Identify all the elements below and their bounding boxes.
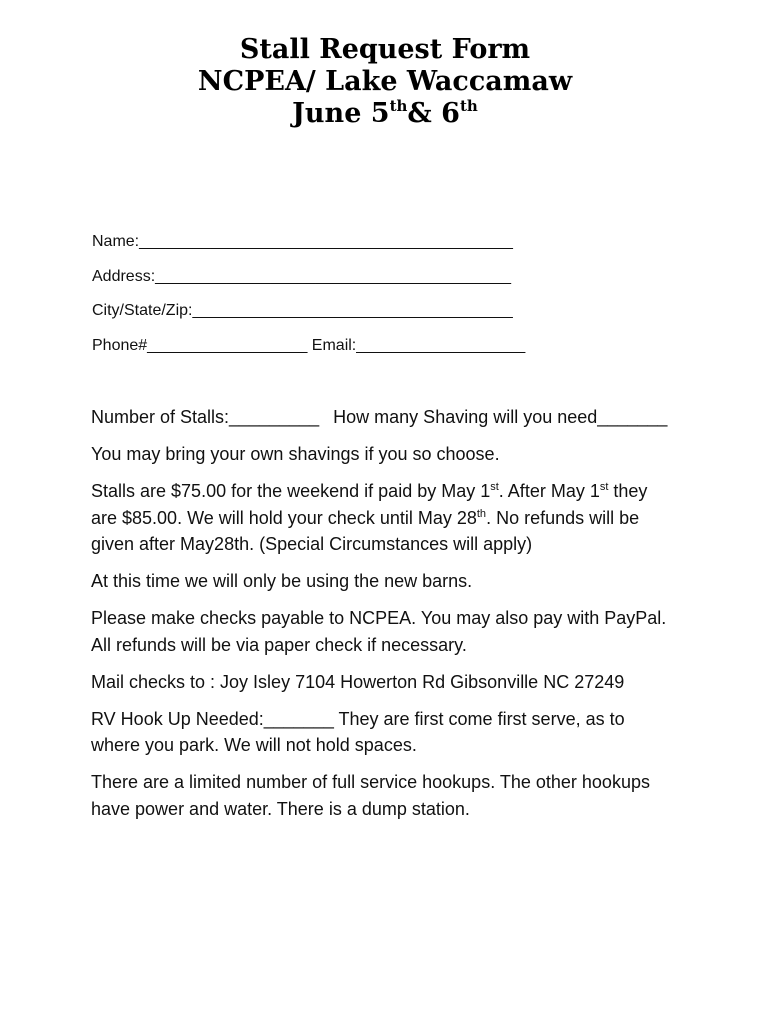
barns-note: At this time we will only be using the new barns. bbox=[91, 571, 473, 591]
event-name: NCPEA/ Lake Waccamaw bbox=[197, 66, 573, 97]
event-date: June 5th& 6th bbox=[292, 97, 478, 129]
name-field[interactable]: Name:__________________________________________ bbox=[92, 233, 513, 250]
hookups-paragraph: There are a limited number of full service hookups. The other hookups have power and water. There is a dump station. bbox=[91, 772, 650, 819]
mailing-address: Mail checks to : Joy Isley 7104 Howerton Rd Gibsonville NC 27249 bbox=[91, 671, 625, 692]
phone-email-row bbox=[92, 334, 525, 369]
own-shavings-note: You may bring your own shavings if you so choose. bbox=[91, 444, 500, 464]
shavings-needed-field[interactable]: How many Shaving will you need_______ bbox=[333, 407, 668, 427]
rv-hookup-paragraph: RV Hook Up Needed:_______ They are first come first serve, as to where you park. We will not hold spaces. bbox=[91, 706, 731, 759]
email-field[interactable]: Email:___________________ bbox=[311, 336, 526, 354]
form-header bbox=[0, 34, 770, 130]
form-title: Stall Request Form bbox=[239, 34, 531, 65]
pricing-paragraph: Stalls are $75.00 for the weekend if paid by May 1st. After May 1st they are $85.00. We will hold your check until May 28th. No refunds will be given after May28th. (Special Circumstances will apply) bbox=[91, 481, 648, 554]
payment-paragraph: Please make checks payable to NCPEA. You may also pay with PayPal. All refunds will be via paper check if necessary. bbox=[91, 608, 667, 655]
form-body bbox=[91, 404, 731, 833]
stalls-row bbox=[91, 404, 731, 431]
address-field[interactable]: Address:________________________________________ bbox=[92, 267, 512, 285]
phone-field[interactable]: Phone#__________________ bbox=[92, 336, 308, 354]
rv-hookup-field[interactable]: RV Hook Up Needed:_______ They are first come first serve, as to bbox=[91, 708, 625, 729]
contact-fields bbox=[92, 230, 525, 368]
number-of-stalls-field[interactable]: Number of Stalls:_________ bbox=[91, 407, 320, 427]
city-state-zip-field[interactable]: City/State/Zip:____________________________________ bbox=[92, 302, 513, 319]
